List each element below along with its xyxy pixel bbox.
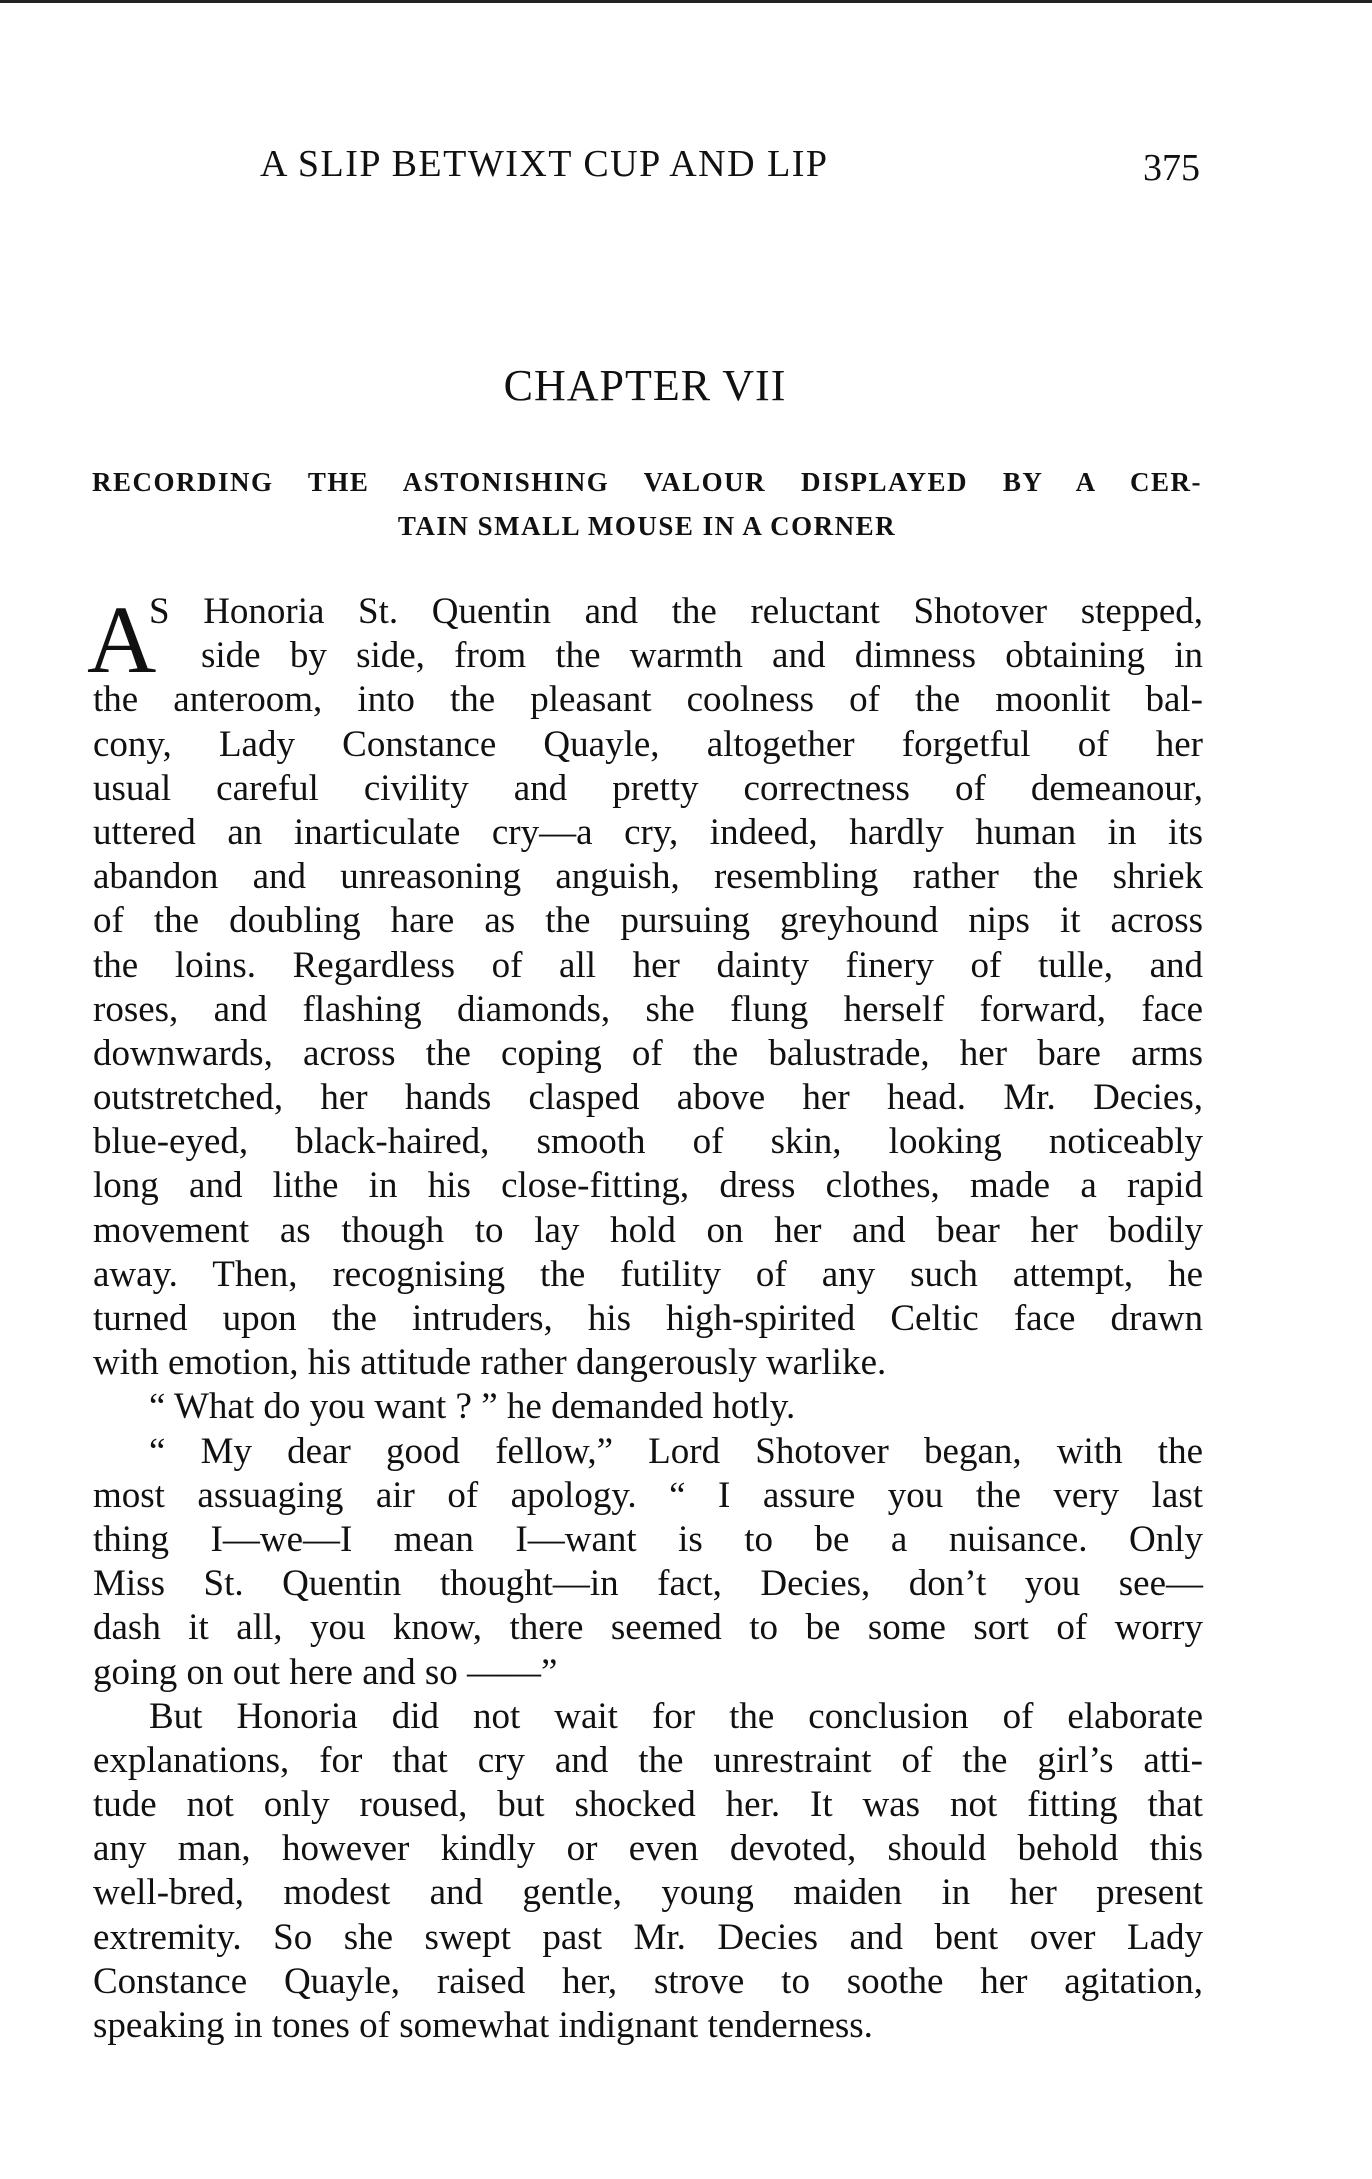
page-number: 375 bbox=[1143, 147, 1200, 189]
text-line: going on out here and so ——” bbox=[93, 1651, 558, 1693]
text-line: S Honoria St. Quentin and the reluctant Shotover stepped, bbox=[149, 591, 1203, 632]
text-line: outstretched, her hands clasped above her head. Mr. Decies, bbox=[93, 1077, 1203, 1119]
text-line: most assuaging air of apology. “ I assure you the very last bbox=[93, 1474, 1203, 1516]
scan-edge-rule bbox=[0, 0, 1372, 3]
text-line: abandon and unreasoning anguish, resembling rather the shriek bbox=[93, 856, 1203, 898]
running-head bbox=[260, 142, 1200, 192]
text-line: long and lithe in his close-fitting, dress clothes, made a rapid bbox=[93, 1165, 1203, 1207]
text-line: cony, Lady Constance Quayle, altogether forgetful of her bbox=[93, 723, 1203, 765]
text-line: Constance Quayle, raised her, strove to soothe her agitation, bbox=[93, 1960, 1203, 2002]
text-line: turned upon the intruders, his high-spirited Celtic face drawn bbox=[93, 1298, 1203, 1339]
text-line: thing I—we—I mean I—want is to be a nuisance. Only bbox=[93, 1518, 1203, 1560]
text-line: uttered an inarticulate cry—a cry, indeed, hardly human in its bbox=[93, 811, 1203, 853]
text-line: But Honoria did not wait for the conclusion of elaborate bbox=[149, 1695, 1203, 1737]
text-line: movement as though to lay hold on her and bear her bodily bbox=[93, 1209, 1203, 1251]
text-line: speaking in tones of somewhat indignant tenderness. bbox=[93, 2005, 873, 2046]
paragraph-2 bbox=[93, 1385, 1203, 1429]
text-line: the anteroom, into the pleasant coolness of the moonlit bal- bbox=[93, 679, 1203, 721]
text-line: “ My dear good fellow,” Lord Shotover began, with the bbox=[149, 1430, 1203, 1472]
text-line: extremity. So she swept past Mr. Decies and bent over Lady bbox=[93, 1916, 1203, 1958]
text-line: roses, and flashing diamonds, she flung herself forward, face bbox=[93, 988, 1203, 1030]
text-line: with emotion, his attitude rather dangerously warlike. bbox=[93, 1342, 887, 1384]
text-line: well-bred, modest and gentle, young maiden in her present bbox=[93, 1872, 1203, 1914]
paragraph-1 bbox=[87, 586, 1203, 1385]
text-line: of the doubling hare as the pursuing greyhound nips it across bbox=[93, 900, 1203, 942]
drop-cap: A bbox=[87, 586, 157, 693]
text-line: tude not only roused, but shocked her. It was not fitting that bbox=[93, 1784, 1203, 1826]
text-line: side by side, from the warmth and dimness obtaining in bbox=[201, 635, 1203, 677]
chapter-subtitle-line-1: RECORDING THE ASTONISHING VALOUR DISPLAYED BY A CER- bbox=[92, 467, 1202, 497]
running-title: A SLIP BETWIXT CUP AND LIP bbox=[260, 143, 829, 185]
text-line: dash it all, you know, there seemed to be some sort of worry bbox=[93, 1607, 1203, 1649]
paragraph-3 bbox=[93, 1430, 1203, 1695]
text-line: explanations, for that cry and the unrestraint of the girl’s atti- bbox=[93, 1739, 1203, 1781]
text-line: downwards, across the coping of the balustrade, her bare arms bbox=[93, 1032, 1203, 1074]
chapter-subtitle bbox=[92, 460, 1202, 548]
text-line: blue-eyed, black-haired, smooth of skin, looking noticeably bbox=[93, 1121, 1203, 1163]
text-line: Miss St. Quentin thought—in fact, Decies, don’t you see— bbox=[93, 1563, 1203, 1605]
body-text bbox=[87, 586, 1203, 2048]
text-line: the loins. Regardless of all her dainty finery of tulle, and bbox=[93, 944, 1203, 986]
text-line: any man, however kindly or even devoted, should behold this bbox=[93, 1828, 1203, 1870]
text-line: usual careful civility and pretty correctness of demeanour, bbox=[93, 767, 1203, 809]
text-line: away. Then, recognising the futility of any such attempt, he bbox=[93, 1253, 1203, 1295]
paragraph-4 bbox=[93, 1695, 1203, 2049]
chapter-subtitle-line-2: TAIN SMALL MOUSE IN A CORNER bbox=[397, 511, 897, 541]
text-line: “ What do you want ? ” he demanded hotly. bbox=[149, 1386, 796, 1428]
chapter-title: CHAPTER VII bbox=[503, 361, 787, 410]
